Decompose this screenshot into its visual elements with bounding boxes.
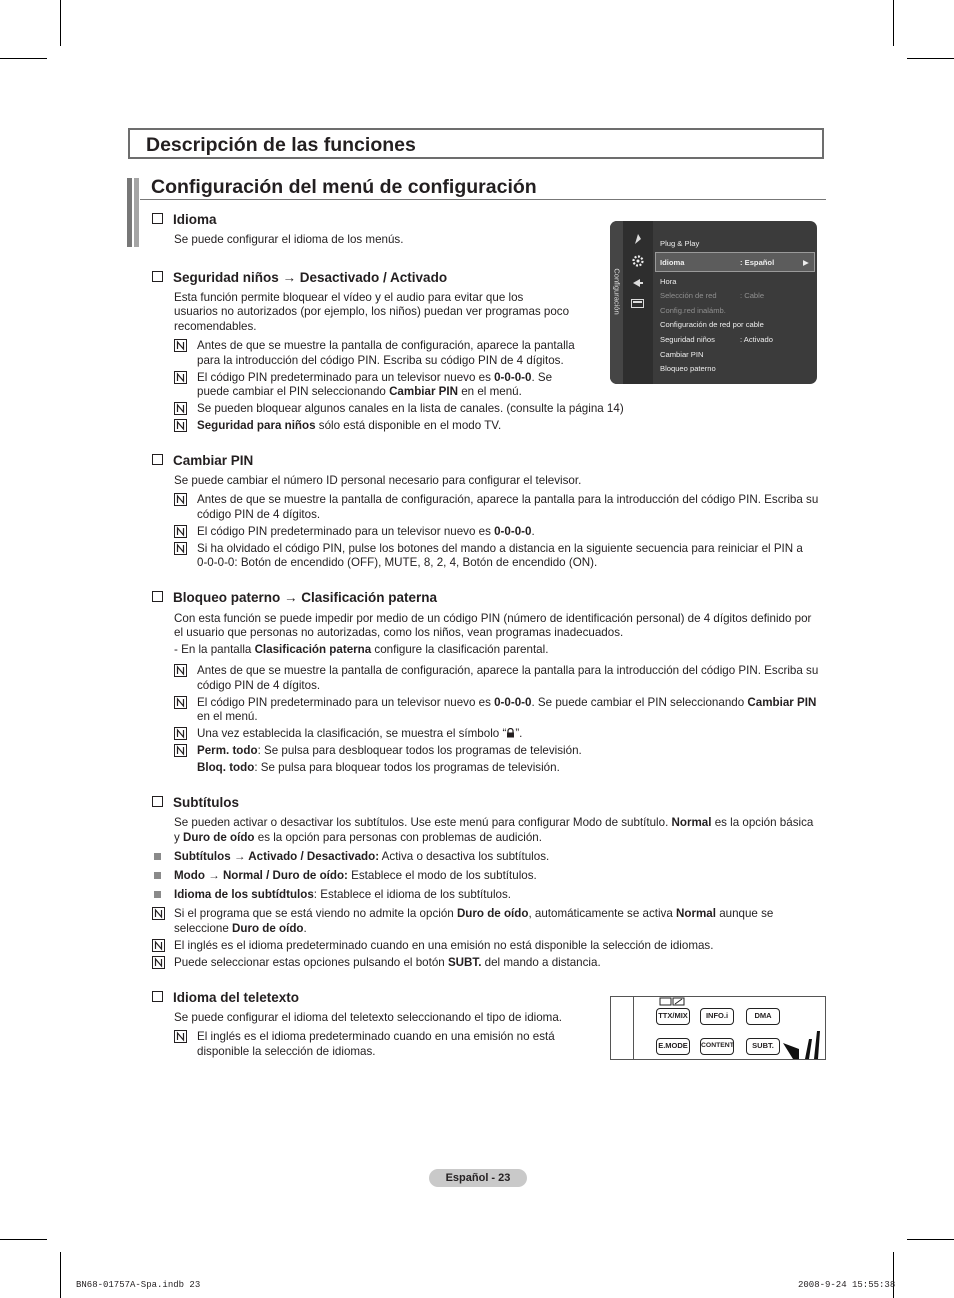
application-icon xyxy=(631,299,644,308)
square-bullet-icon xyxy=(154,853,161,860)
file-info: BN68-01757A-Spa.indb 23 xyxy=(76,1280,201,1290)
menu-item-config-red-inalamb: Config.red inalámb. xyxy=(660,306,726,315)
ttx-mix-button: TTX/MIX xyxy=(656,1008,690,1025)
checkbox-square-icon xyxy=(152,454,163,465)
note-icon xyxy=(174,727,187,740)
checkbox-square-icon xyxy=(152,991,163,1002)
note-icon xyxy=(152,956,165,969)
seguridad-text-3: recomendables. xyxy=(174,320,257,333)
bloqueo-note-3: Una vez establecida la clasificación, se muestra el símbolo “ ”. xyxy=(197,727,523,740)
seguridad-note-2-line-1: El código PIN predeterminado para un televisor nuevo es 0-0-0-0. Se xyxy=(197,371,553,384)
crop-mark xyxy=(60,0,61,46)
checkbox-square-icon xyxy=(152,213,163,224)
crop-mark xyxy=(893,0,894,46)
menu-item-bloqueo-paterno: Bloqueo paterno xyxy=(660,364,716,373)
menu-item-seleccion-red: Selección de red xyxy=(660,291,717,300)
menu-list xyxy=(653,221,817,384)
page-title-box xyxy=(128,128,824,159)
note-icon xyxy=(174,696,187,709)
heading-idioma-teletexto: Idioma del teletexto xyxy=(152,990,299,1005)
menu-icon-column xyxy=(623,221,653,384)
crop-mark xyxy=(60,1252,61,1298)
seguridad-note-3: Se pueden bloquear algunos canales en la lista de canales. (consulte la página 14) xyxy=(197,402,624,415)
seguridad-text-1: Esta función permite bloquear el vídeo y el audio para evitar que los xyxy=(174,291,524,304)
remote-control-illustration xyxy=(610,996,826,1060)
bloqueo-note-2-line-1: El código PIN predeterminado para un televisor nuevo es 0-0-0-0. Se puede cambiar el PIN seleccionando Cambiar PIN xyxy=(197,696,817,709)
page-title: Descripción de las funciones xyxy=(146,134,416,156)
bloqueo-note-1-line-2: código PIN de 4 dígitos. xyxy=(197,679,321,692)
cambiar-note-3-line-2: 0-0-0-0: Botón de encendido (OFF), MUTE, 8, 2, 4, Botón de encendido (ON). xyxy=(197,556,598,569)
cambiar-note-1-line-2: código PIN de 4 dígitos. xyxy=(197,508,321,521)
crop-mark xyxy=(907,1239,954,1240)
cambiar-note-2: El código PIN predeterminado para un televisor nuevo es 0-0-0-0. xyxy=(197,525,535,538)
seguridad-note-4: Seguridad para niños sólo está disponible en el modo TV. xyxy=(197,419,502,432)
bloqueo-text-1: Con esta función se puede impedir por medio de un código PIN (número de identificación personal) de 4 dígitos definido por xyxy=(174,612,812,625)
setup-menu-screenshot xyxy=(610,221,817,384)
checkbox-square-icon xyxy=(152,271,163,282)
note-icon xyxy=(152,907,165,920)
subtitulos-note-3: Puede seleccionar estas opciones pulsando el botón SUBT. del mando a distancia. xyxy=(174,956,601,969)
section-title: Configuración del menú de configuración xyxy=(151,176,537,198)
subtitulos-note-2: El inglés es el idioma predeterminado cuando en una emisión no está disponible la selección de idiomas. xyxy=(174,939,714,952)
bloqueo-note-2-line-2: en el menú. xyxy=(197,710,258,723)
crop-mark xyxy=(907,58,954,59)
square-bullet-icon xyxy=(154,872,161,879)
seguridad-note-1-line-1: Antes de que se muestre la pantalla de configuración, aparece la pantalla xyxy=(197,339,575,352)
teletext-icon xyxy=(659,997,687,1007)
seguridad-note-1-line-2: para la introducción del código PIN. Escriba su código PIN de 4 dígitos. xyxy=(197,354,564,367)
note-icon xyxy=(174,339,187,352)
content-button: CONTENT xyxy=(700,1038,734,1055)
section-marker xyxy=(134,178,139,247)
section-rule xyxy=(140,199,826,200)
menu-item-seguridad-ninos-value: : Activado xyxy=(740,335,773,344)
note-icon xyxy=(174,371,187,384)
subtitulos-note-1-line-2: seleccione Duro de oído. xyxy=(174,922,307,935)
note-icon xyxy=(174,1030,187,1043)
page-number: Español - 23 xyxy=(429,1169,527,1187)
note-icon xyxy=(174,419,187,432)
menu-item-seguridad-ninos: Seguridad niños xyxy=(660,335,715,344)
bloqueo-note-4: Perm. todo: Se pulsa para desbloquear todos los programas de televisión. xyxy=(197,744,582,757)
e-mode-button: E.MODE xyxy=(656,1038,690,1055)
note-icon xyxy=(174,493,187,506)
heading-idioma: Idioma xyxy=(152,212,217,227)
cambiar-note-3-line-1: Si ha olvidado el código PIN, pulse los botones del mando a distancia en la siguiente secuencia para reiniciar el PIN a xyxy=(197,542,803,555)
seguridad-text-2: usuarios no autorizados (por ejemplo, los niños) puedan ver programas poco xyxy=(174,305,570,318)
note-icon xyxy=(174,664,187,677)
teletexto-text: Se puede configurar el idioma del teletexto seleccionando el tipo de idioma. xyxy=(174,1011,562,1024)
bloqueo-note-1-line-1: Antes de que se muestre la pantalla de configuración, aparece la pantalla para la introducción del código PIN. Escriba su xyxy=(197,664,819,677)
square-bullet-icon xyxy=(154,891,161,898)
input-icon xyxy=(632,278,644,288)
heading-seguridad: Seguridad niños → Desactivado / Activado xyxy=(152,270,447,285)
lock-icon xyxy=(506,728,515,738)
bloqueo-note-5: Bloq. todo: Se pulsa para bloquear todos los programas de televisión. xyxy=(197,761,560,774)
cambiar-text: Se puede cambiar el número ID personal necesario para configurar el televisor. xyxy=(174,474,582,487)
crop-mark xyxy=(0,1239,47,1240)
dma-button: DMA xyxy=(746,1008,780,1025)
subtitulos-bullet-3: Idioma de los subtídtulos: Establece el idioma de los subtítulos. xyxy=(174,888,511,901)
gear-icon xyxy=(631,254,645,268)
menu-arrow-icon: ▶ xyxy=(803,258,809,267)
bloqueo-text-2: el usuario que personas no autorizadas, como los niños, vean programas inadecuados. xyxy=(174,626,624,639)
heading-cambiar-pin: Cambiar PIN xyxy=(152,453,253,468)
menu-item-cambiar-pin: Cambiar PIN xyxy=(660,350,704,359)
checkbox-square-icon xyxy=(152,796,163,807)
menu-item-hora: Hora xyxy=(660,277,677,286)
crop-mark xyxy=(0,58,47,59)
seguridad-note-2-line-2: puede cambiar el PIN seleccionando Cambiar PIN en el menú. xyxy=(197,385,522,398)
picture-icon xyxy=(633,233,643,245)
note-icon xyxy=(174,542,187,555)
heading-subtitulos: Subtítulos xyxy=(152,795,239,810)
teletexto-note-line-1: El inglés es el idioma predeterminado cuando en una emisión no está xyxy=(197,1030,555,1043)
menu-item-seleccion-red-value: : Cable xyxy=(740,291,765,300)
menu-item-config-red-cable: Configuración de red por cable xyxy=(660,320,764,329)
section-marker xyxy=(127,178,132,247)
note-icon xyxy=(152,939,165,952)
teletexto-note-line-2: disponible la selección de idiomas. xyxy=(197,1045,376,1058)
subtitulos-text-1: Se pueden activar o desactivar los subtítulos. Use este menú para configurar Modo de subtítulo. Normal es la opción básica xyxy=(174,816,814,829)
note-icon xyxy=(174,402,187,415)
subtitulos-note-1-line-1: Si el programa que se está viendo no admite la opción Duro de oído, automáticamente se activa Normal aunque se xyxy=(174,907,774,920)
subt-button: SUBT. xyxy=(746,1038,780,1055)
heading-bloqueo-paterno: Bloqueo paterno → Clasificación paterna xyxy=(152,590,437,605)
menu-item-plug-play: Plug & Play xyxy=(660,239,700,248)
subtitulos-bullet-2: Modo → Normal / Duro de oído: Establece el modo de los subtítulos. xyxy=(174,869,537,882)
menu-item-idioma: Idioma xyxy=(660,258,685,267)
cambiar-note-1-line-1: Antes de que se muestre la pantalla de configuración, aparece la pantalla para la introducción del código PIN. Escriba su xyxy=(197,493,819,506)
pointing-hand-icon xyxy=(781,1031,821,1059)
checkbox-square-icon xyxy=(152,591,163,602)
note-icon xyxy=(174,744,187,757)
print-date: 2008-9-24 15:55:38 xyxy=(798,1280,896,1290)
menu-vertical-label: Configuración xyxy=(612,268,622,315)
subtitulos-text-2: y Duro de oído es la opción para personas con problemas de audición. xyxy=(174,831,542,844)
bloqueo-dash-item: - En la pantalla Clasificación paterna configure la clasificación parental. xyxy=(174,643,549,656)
menu-item-idioma-value: : Español xyxy=(740,258,775,267)
info-button: INFO.i xyxy=(700,1008,734,1025)
note-icon xyxy=(174,525,187,538)
remote-edge-line xyxy=(633,997,634,1059)
crop-mark xyxy=(893,1252,894,1298)
subtitulos-bullet-1: Subtítulos → Activado / Desactivado: Activa o desactiva los subtítulos. xyxy=(174,850,550,863)
idioma-text: Se puede configurar el idioma de los menús. xyxy=(174,233,404,246)
